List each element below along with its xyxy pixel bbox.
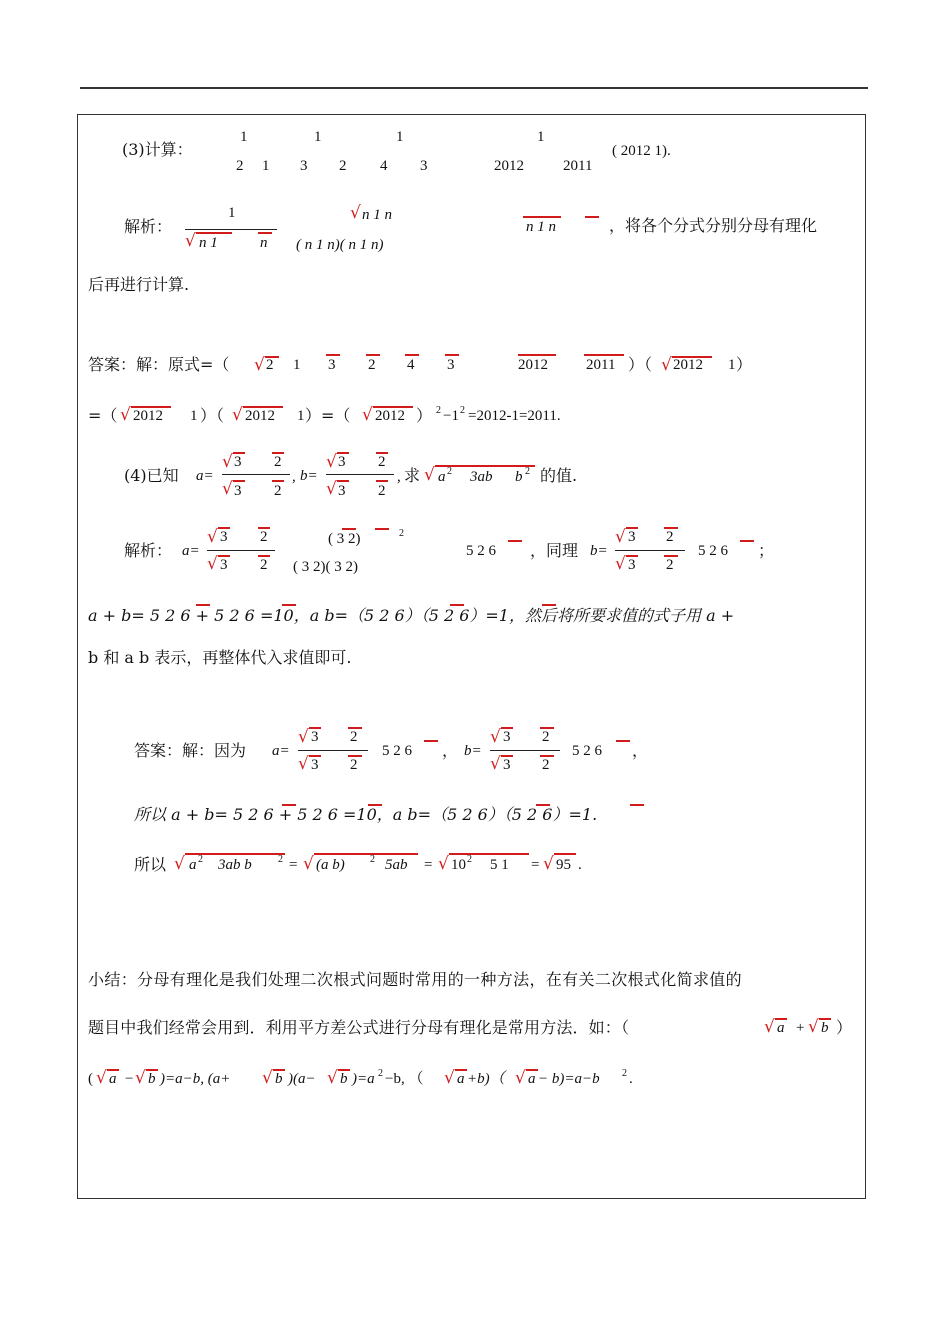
radical-bar [449, 853, 529, 855]
math-term: 1 [728, 357, 736, 373]
comma: , [397, 469, 401, 485]
math-term: )(a− [288, 1071, 316, 1087]
frac-den: 4 [380, 158, 388, 174]
radical-sign: √ [254, 355, 265, 375]
superscript: 2 [622, 1068, 627, 1079]
math-term: 1 [293, 357, 301, 373]
math-term: 2 [378, 454, 386, 470]
math-term: +b)（ [467, 1071, 505, 1087]
radical-sign: √ [232, 405, 243, 425]
radical-sign: √ [96, 1068, 107, 1088]
superscript: 2 [278, 854, 283, 865]
paren: ） [836, 1018, 853, 1037]
math-term: 1 [297, 408, 305, 424]
math-term: 95 [556, 857, 571, 873]
math-term: )=a−b, (a+ [160, 1071, 231, 1087]
summary-line2: 题目中我们经常会用到．利用平方差公式进行分母有理化是常用方法．如：（ [88, 1018, 630, 1037]
frac-num: 1 [396, 129, 404, 145]
radical-sign: √ [444, 1068, 455, 1088]
problem-4-label: (4)已知 [124, 466, 179, 485]
superscript: 2 [378, 1068, 383, 1079]
radical-sign: √ [808, 1017, 819, 1037]
math-term: b= [464, 743, 482, 759]
math-term: 3 [311, 729, 319, 745]
math-term: 2 [350, 757, 358, 773]
radical-bar [630, 804, 644, 806]
math-term: −b, （ [385, 1071, 424, 1087]
math-term: ( 3 2)( 3 2) [293, 559, 358, 575]
radical-sign: √ [490, 727, 501, 747]
math-term: 5ab [385, 857, 408, 873]
radical-sign: √ [222, 479, 233, 499]
frac-den: 1 [262, 158, 270, 174]
comma: ， [632, 741, 649, 760]
radical-sign: √ [303, 854, 314, 874]
math-term: =2012-1=2011. [468, 408, 561, 424]
fraction-bar [490, 750, 560, 751]
fraction-bar [326, 474, 394, 475]
math-term: 5 1 [490, 857, 509, 873]
superscript: 2 [467, 854, 472, 865]
math-term: 3 [503, 757, 511, 773]
math-term: a= [196, 468, 214, 484]
analysis-4-line3: b 和 a b 表示，再整体代入求值即可. [88, 648, 352, 667]
math-term: 5 2 6 [698, 543, 728, 559]
paren: ） [736, 355, 753, 374]
radical-sign: √ [424, 465, 435, 485]
radical-sign: √ [262, 1068, 273, 1088]
math-term: 2011 [586, 357, 616, 373]
math-term: 2 [666, 529, 674, 545]
math-term: 3 [338, 483, 346, 499]
math-term: 3 [220, 557, 228, 573]
math-term: a [457, 1071, 465, 1087]
radical-sign: √ [661, 355, 672, 375]
superscript: 2 [436, 405, 441, 416]
math-term: b [821, 1020, 829, 1036]
math-term: . [629, 1071, 633, 1087]
math-term: 2 [260, 557, 268, 573]
math-term: 2012 [375, 408, 405, 424]
radical-sign: √ [615, 554, 626, 574]
radical-bar [616, 740, 630, 742]
superscript: 2 [460, 405, 465, 416]
math-term: (a b) [316, 857, 345, 873]
math-term: 3ab [470, 469, 493, 485]
math-term: 5 2 6 [466, 543, 496, 559]
math-term: a [777, 1020, 785, 1036]
math-term: 2 [274, 454, 282, 470]
analysis-3-label: 解析： [124, 217, 173, 236]
fraction-bar [298, 750, 368, 751]
radical-bar [508, 540, 522, 542]
radical-sign: √ [298, 754, 309, 774]
math-term: )=a [352, 1071, 375, 1087]
math-term: 2 [260, 529, 268, 545]
math-term: b= [300, 468, 318, 484]
radical-bar [424, 740, 438, 742]
comma: ， [442, 741, 459, 760]
math-term: 3 [338, 454, 346, 470]
answer-4-label: 答案：解：因为 [134, 741, 247, 760]
problem-3-tail: ( 2012 1). [612, 143, 671, 159]
math-term: − [125, 1071, 134, 1087]
radical-sign: √ [298, 727, 309, 747]
frac-num: 1 [537, 129, 545, 145]
radical-sign: √ [543, 854, 554, 874]
math-term: ( 3 2) [328, 531, 361, 547]
math-term: 3ab b [218, 857, 252, 873]
math-term: b [275, 1071, 283, 1087]
ask-text: 的值. [540, 466, 578, 485]
math-term: a= [272, 743, 290, 759]
math-term: 3 [447, 357, 455, 373]
radical-sign: √ [327, 1068, 338, 1088]
frac-den: 3 [300, 158, 308, 174]
radical-sign: √ [185, 231, 196, 251]
radical-sign: √ [490, 754, 501, 774]
radical-sign: √ [764, 1017, 775, 1037]
math-term: 3 [311, 757, 319, 773]
math-term: 2 [378, 483, 386, 499]
math-term: b [148, 1071, 156, 1087]
analysis-text: ，同理 [530, 541, 579, 560]
frac-den: 2011 [563, 158, 593, 174]
radical-bar [375, 528, 389, 530]
frac-den: n 1 [199, 235, 218, 251]
radical-sign: √ [120, 405, 131, 425]
fraction-bar [615, 550, 685, 551]
radical-sign: √ [207, 554, 218, 574]
radical-sign: √ [135, 1068, 146, 1088]
math-term: 10 [451, 857, 466, 873]
paren: ） [416, 406, 433, 425]
radical-sign: √ [326, 479, 337, 499]
math-term: 2012 [518, 357, 548, 373]
radical-sign: √ [350, 203, 361, 223]
radical-sign: √ [222, 452, 233, 472]
math-term: 2012 [673, 357, 703, 373]
header-rule [80, 87, 868, 89]
frac-num: n 1 n [362, 207, 392, 223]
equals: = [531, 857, 540, 873]
frac-den: 2 [236, 158, 244, 174]
superscript: 2 [370, 854, 375, 865]
analysis-3-text: ，将各个分式分别分母有理化 [609, 216, 818, 235]
math-term: 3 [328, 357, 336, 373]
math-term: 3 [234, 483, 242, 499]
radical-sign: √ [515, 1068, 526, 1088]
analysis-text: ； [758, 541, 775, 560]
paren: ）（ [200, 406, 225, 425]
equals: = [289, 857, 298, 873]
math-term: − b)=a−b [538, 1071, 600, 1087]
math-term: 2 [350, 729, 358, 745]
superscript: 2 [525, 466, 530, 477]
frac-den: ( n 1 n)( n 1 n) [296, 237, 384, 253]
math-term: 3 [220, 529, 228, 545]
ask-text: 求 [404, 466, 421, 485]
math-term: 2012 [245, 408, 275, 424]
radical-bar [740, 540, 754, 542]
math-term: 3 [628, 557, 636, 573]
radical-bar [585, 216, 599, 218]
math-term: 3 [503, 729, 511, 745]
math-term: 2 [666, 557, 674, 573]
radical-bar [554, 853, 576, 855]
frac-den: 2012 [494, 158, 524, 174]
superscript: 2 [198, 854, 203, 865]
radical-sign: √ [362, 405, 373, 425]
summary-line1: 小结：分母有理化是我们处理二次根式问题时常用的一种方法，在有关二次根式化简求值的 [88, 970, 743, 989]
frac-den: 2 [339, 158, 347, 174]
math-term: 2 [274, 483, 282, 499]
frac-den: 3 [420, 158, 428, 174]
math-term: 2 [266, 357, 274, 373]
math-term: 2 [368, 357, 376, 373]
math-term: a [109, 1071, 117, 1087]
math-term: 1 [190, 408, 198, 424]
frac-num: 1 [240, 129, 248, 145]
analysis-3-result: n 1 n [526, 219, 556, 235]
radical-sign: √ [438, 854, 449, 874]
math-term: + [796, 1020, 805, 1036]
superscript: 2 [447, 466, 452, 477]
fraction-bar [185, 229, 277, 230]
paren: ）（ [628, 355, 653, 374]
math-term: 3 [628, 529, 636, 545]
superscript: 2 [399, 528, 404, 539]
fraction-bar [207, 550, 275, 551]
equals: =（ [88, 406, 118, 425]
comma: , [292, 469, 296, 485]
math-term: b= [590, 543, 608, 559]
frac-den: n [260, 235, 268, 251]
answer-4-line3-label: 所以 [134, 855, 167, 874]
frac-num: 1 [228, 205, 236, 221]
math-term: b [340, 1071, 348, 1087]
math-term: a [528, 1071, 536, 1087]
analysis-4-line2: a + b= 5 2 6 + 5 2 6 =10，a b=（5 2 6）（5 2 6）=1，然后将所要求值的式子用 a + [88, 606, 735, 625]
math-term: a [189, 857, 197, 873]
equals: = [424, 857, 433, 873]
math-term: . [578, 857, 582, 873]
math-term: 5 2 6 [382, 743, 412, 759]
math-term: 2 [542, 729, 550, 745]
math-term: 5 2 6 [572, 743, 602, 759]
math-term: a [438, 469, 446, 485]
math-term: −1 [443, 408, 459, 424]
answer-4-line2: 所以 a + b= 5 2 6 + 5 2 6 =10，a b=（5 2 6）（5 2 6）=1. [134, 805, 598, 824]
math-term: a= [182, 543, 200, 559]
answer-3-label: 答案：解：原式=（ [88, 355, 230, 374]
math-term: 4 [407, 357, 415, 373]
math-term: 3 [234, 454, 242, 470]
radical-sign: √ [326, 452, 337, 472]
analysis-3-text2: 后再进行计算. [88, 275, 190, 294]
problem-3-label: (3)计算： [122, 140, 193, 159]
fraction-bar [222, 474, 290, 475]
radical-sign: √ [174, 854, 185, 874]
radical-bar [314, 853, 418, 855]
radical-sign: √ [615, 527, 626, 547]
frac-num: 1 [314, 129, 322, 145]
math-term: b [515, 469, 523, 485]
analysis-4-label: 解析： [124, 541, 173, 560]
paren: ）=（ [305, 406, 351, 425]
math-term: 2 [542, 757, 550, 773]
math-term: ( [88, 1071, 93, 1087]
math-term: 2012 [133, 408, 163, 424]
radical-sign: √ [207, 527, 218, 547]
